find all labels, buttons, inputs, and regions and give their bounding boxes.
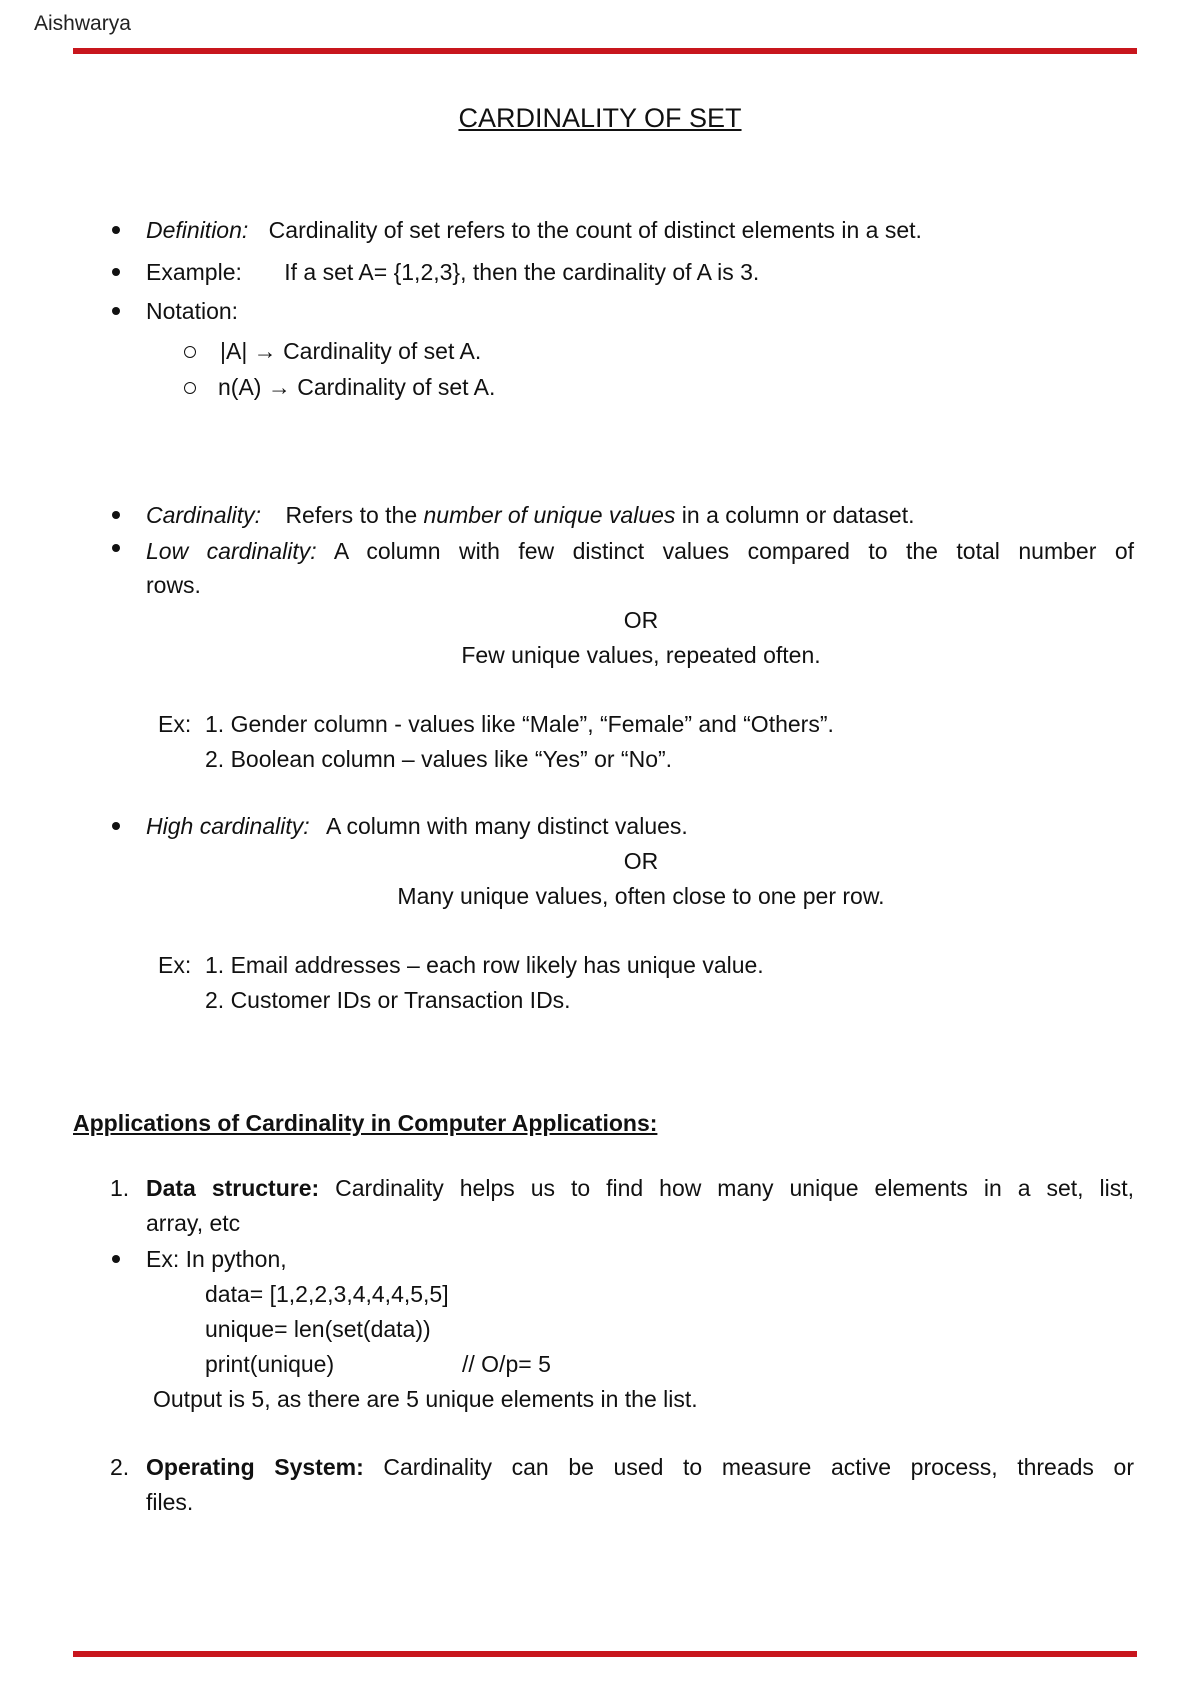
high-cardinality-ex-label: Ex: bbox=[158, 952, 192, 978]
example-item bbox=[146, 257, 759, 287]
application-text-1: Cardinality helps us to find how many unique elements in a set, list, bbox=[335, 1175, 1134, 1201]
notation-label: Notation: bbox=[146, 298, 239, 324]
application-text-1-cont: array, etc bbox=[146, 1210, 241, 1236]
high-cardinality-or: OR bbox=[623, 848, 659, 874]
notation-item-1: |A| → Cardinality of set A. bbox=[220, 338, 482, 364]
code-line-1: data= [1,2,2,3,4,4,4,5,5] bbox=[205, 1281, 449, 1307]
definition-label: Definition: bbox=[146, 217, 249, 243]
high-cardinality-example-2: 2. Customer IDs or Transaction IDs. bbox=[205, 987, 571, 1013]
applications-heading: Applications of Cardinality in Computer Applications: bbox=[73, 1110, 658, 1136]
application-text-2: Cardinality can be used to measure active process, threads or bbox=[383, 1454, 1135, 1480]
low-cardinality-example-1: 1. Gender column - values like “Male”, “Female” and “Others”. bbox=[205, 711, 834, 737]
python-example-intro: Ex: In python, bbox=[146, 1246, 287, 1272]
application-item-1 bbox=[146, 1170, 1134, 1206]
application-text-2-cont: files. bbox=[146, 1489, 194, 1515]
example-text: If a set A= {1,2,3}, then the cardinality of A is 3. bbox=[284, 259, 760, 285]
example-label: Example: bbox=[146, 259, 242, 285]
low-cardinality-text: A column with few distinct values compared to the total number of bbox=[333, 538, 1134, 564]
page-title: CARDINALITY OF SET bbox=[458, 103, 742, 133]
cardinality-text-after: in a column or dataset. bbox=[681, 502, 915, 528]
cardinality-item bbox=[146, 500, 914, 530]
low-cardinality-example-2: 2. Boolean column – values like “Yes” or “No”. bbox=[205, 746, 673, 772]
application-label-2: Operating System: bbox=[146, 1454, 364, 1480]
cardinality-emphasis: number of unique values bbox=[423, 502, 676, 528]
header-rule bbox=[73, 48, 1137, 54]
cardinality-label: Cardinality: bbox=[146, 502, 262, 528]
high-cardinality-alt: Many unique values, often close to one per row. bbox=[397, 883, 885, 909]
low-cardinality-label: Low cardinality: bbox=[146, 538, 317, 564]
application-number-2: 2. bbox=[110, 1454, 130, 1480]
author-name: Aishwarya bbox=[34, 12, 131, 35]
low-cardinality-ex-label: Ex: bbox=[158, 711, 192, 737]
low-cardinality-alt: Few unique values, repeated often. bbox=[461, 642, 821, 668]
high-cardinality-item bbox=[146, 811, 688, 841]
high-cardinality-example-1: 1. Email addresses – each row likely has unique value. bbox=[205, 952, 764, 978]
application-number-1: 1. bbox=[110, 1175, 130, 1201]
footer-rule bbox=[73, 1651, 1137, 1657]
notation-bullet-2 bbox=[184, 382, 196, 394]
high-cardinality-text: A column with many distinct values. bbox=[326, 813, 688, 839]
code-line-2: unique= len(set(data)) bbox=[205, 1316, 431, 1342]
python-output-note: Output is 5, as there are 5 unique elements in the list. bbox=[153, 1386, 698, 1412]
definition-text: Cardinality of set refers to the count of distinct elements in a set. bbox=[268, 217, 922, 243]
code-comment: // O/p= 5 bbox=[462, 1351, 551, 1377]
low-cardinality-or: OR bbox=[623, 607, 659, 633]
notation-item bbox=[146, 296, 238, 326]
application-label-1: Data structure: bbox=[146, 1175, 320, 1201]
definition-item bbox=[146, 215, 922, 245]
code-line-3: print(unique) bbox=[205, 1351, 335, 1377]
cardinality-text-before: Refers to the bbox=[285, 502, 418, 528]
low-cardinality-text-cont: rows. bbox=[146, 572, 201, 598]
notation-item-2: n(A) → Cardinality of set A. bbox=[218, 374, 496, 400]
notation-bullet-1 bbox=[184, 346, 196, 358]
application-item-2 bbox=[146, 1449, 1134, 1485]
high-cardinality-label: High cardinality: bbox=[146, 813, 310, 839]
low-cardinality-item bbox=[146, 533, 1134, 569]
